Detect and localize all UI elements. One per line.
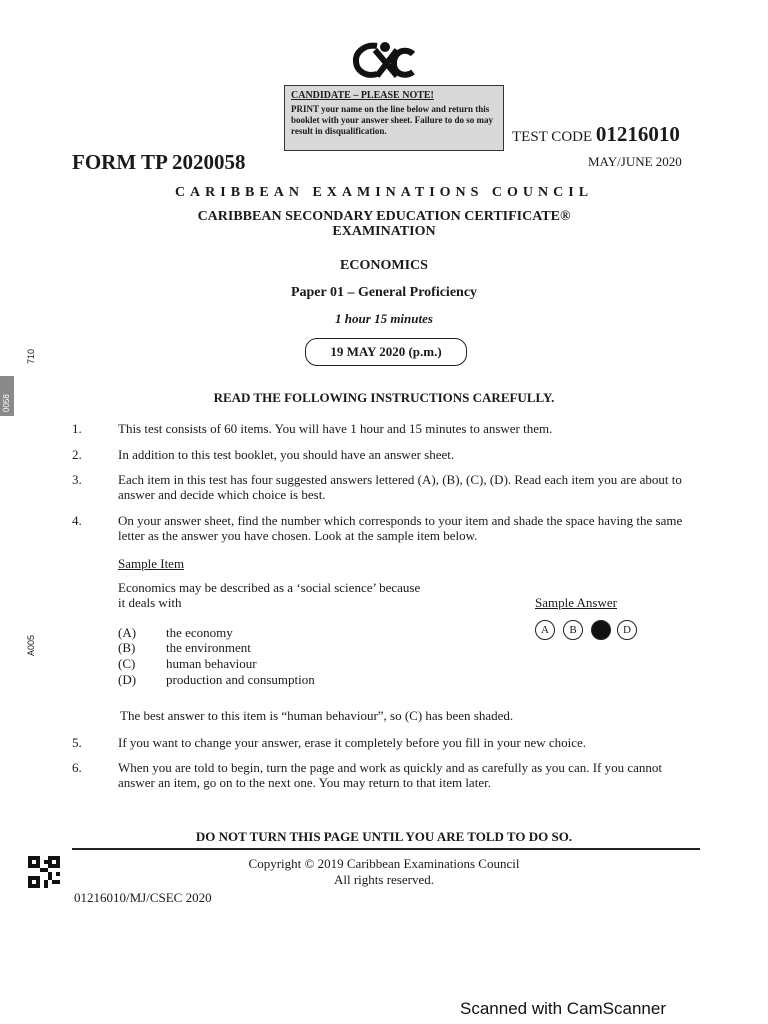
certificate-line1: CARIBBEAN SECONDARY EDUCATION CERTIFICATE® (197, 209, 571, 224)
form-number: FORM TP 2020058 (72, 150, 246, 174)
answer-bubble-d: D (617, 620, 637, 640)
instruction-item (72, 472, 702, 504)
sample-explanation: The best answer to this item is “human behaviour”, so (C) has been shaded. (120, 708, 514, 723)
copyright (0, 856, 768, 888)
paper-title: Paper 01 – General Proficiency (290, 285, 478, 300)
test-code-label: TEST CODE (512, 129, 593, 145)
cxc-logo (347, 38, 417, 84)
instruction-text: In addition to this test booklet, you should have an answer sheet. (118, 447, 455, 462)
certificate-line2: EXAMINATION (332, 224, 436, 239)
option-text: the environment (166, 640, 251, 655)
council-name: CARIBBEAN EXAMINATIONS COUNCIL (174, 185, 594, 200)
exam-session: MAY/JUNE 2020 (588, 154, 682, 169)
option-letter: (A) (118, 625, 137, 640)
margin-mark-bottom: A005 (26, 634, 36, 656)
instruction-number: 5. (72, 735, 82, 750)
copyright-line2: All rights reserved. (333, 872, 434, 887)
instruction-item (72, 447, 702, 463)
test-code-value: 01216010 (595, 122, 680, 146)
test-code (512, 122, 680, 147)
exam-date: 19 MAY 2020 (p.m.) (305, 338, 467, 366)
instructions-heading: READ THE FOLLOWING INSTRUCTIONS CAREFULLY. (213, 390, 555, 405)
notice-body: PRINT your name on the line below and return this booklet with your answer sheet. Failure to do so may result in disqualification. (291, 104, 494, 136)
sample-answer-title: Sample Answer (535, 595, 617, 610)
option-text: the economy (166, 625, 233, 640)
option-text: production and consumption (166, 672, 315, 687)
instruction-text: Each item in this test has four suggested answers lettered (A), (B), (C), (D). Read each item you are about to answer and decide which choice is best. (118, 472, 682, 502)
footer-code: 01216010/MJ/CSEC 2020 (74, 890, 212, 905)
notice-heading: CANDIDATE – PLEASE NOTE! (291, 90, 434, 101)
instruction-item (72, 421, 702, 437)
subject-title: ECONOMICS (340, 258, 428, 273)
instruction-number: 2. (72, 447, 82, 462)
certificate-title (0, 209, 768, 239)
instruction-number: 3. (72, 472, 82, 487)
instruction-text: When you are told to begin, turn the page and work as quickly and as carefully as you can. If you cannot answer an item, go on to the next one. You may return to that item later. (118, 760, 663, 790)
option-letter: (D) (118, 672, 137, 687)
answer-bubble-a: A (535, 620, 555, 640)
instruction-number: 1. (72, 421, 82, 436)
option-text: human behaviour (166, 656, 257, 671)
instruction-item (72, 760, 702, 792)
margin-tab-label: 0058 (2, 394, 11, 412)
sample-answer-bubbles (535, 620, 639, 642)
instruction-item (72, 735, 702, 751)
instruction-text: This test consists of 60 items. You will have 1 hour and 15 minutes to answer them. (118, 421, 553, 436)
instruction-number: 6. (72, 760, 82, 775)
sample-item-title: Sample Item (118, 556, 185, 571)
margin-tab (0, 376, 14, 416)
copyright-line1: Copyright © 2019 Caribbean Examinations Council (248, 856, 520, 871)
footer-divider (72, 848, 700, 850)
instruction-text: On your answer sheet, find the number which corresponds to your item and shade the space having the same letter as the answer you have chosen. Look at the sample item below. (118, 513, 683, 543)
scanner-watermark: Scanned with CamScanner (460, 999, 667, 1018)
instruction-item (72, 513, 702, 545)
option-letter: (B) (118, 640, 136, 655)
exam-duration: 1 hour 15 minutes (335, 311, 433, 326)
instruction-number: 4. (72, 513, 82, 528)
sample-question: Economics may be described as a ‘social science’ because it deals with (118, 580, 421, 610)
margin-mark-top: 710 (26, 348, 36, 364)
candidate-notice (284, 85, 504, 151)
do-not-turn-warning: DO NOT TURN THIS PAGE UNTIL YOU ARE TOLD TO DO SO. (195, 829, 573, 844)
answer-bubble-b: B (563, 620, 583, 640)
answer-bubble-c-shaded (591, 620, 611, 640)
option-letter: (C) (118, 656, 136, 671)
instruction-text: If you want to change your answer, erase it completely before you fill in your new choice. (118, 735, 587, 750)
